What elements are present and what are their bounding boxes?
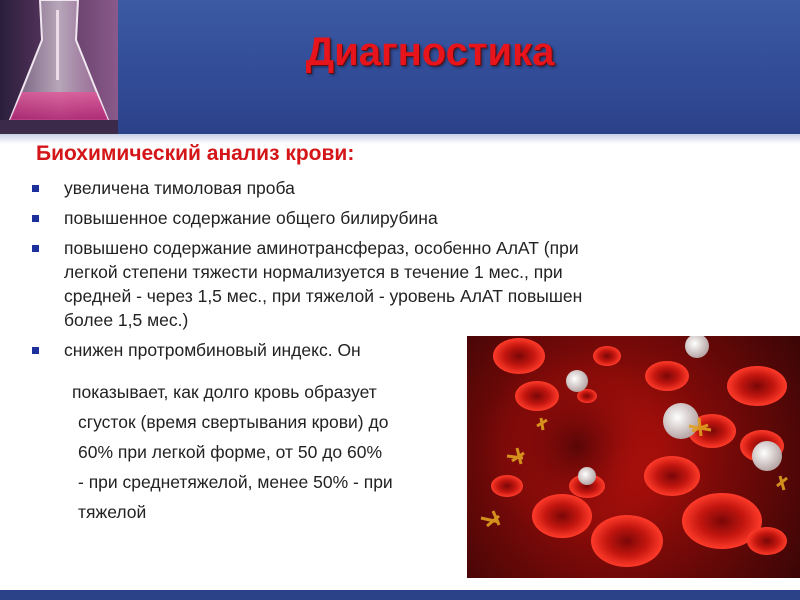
bullet-line: легкой степени тяжести нормализуется в течение 1 мес., при bbox=[64, 262, 563, 282]
list-item bbox=[32, 236, 732, 332]
continuation-line: - при среднетяжелой, менее 50% - при bbox=[78, 472, 393, 492]
list-item bbox=[32, 176, 732, 200]
blood-cells-illustration bbox=[467, 336, 800, 578]
list-item bbox=[32, 206, 732, 230]
bullet-line: снижен протромбиновый индекс. Он bbox=[64, 340, 361, 360]
square-bullet-icon bbox=[32, 245, 39, 252]
slide-title: Диагностика bbox=[305, 30, 555, 74]
bullet-line: повышено содержание аминотрансфераз, особенно АлАТ (при bbox=[64, 238, 579, 258]
header-bar bbox=[0, 0, 800, 134]
square-bullet-icon bbox=[32, 347, 39, 354]
bullet-line: более 1,5 мес.) bbox=[64, 310, 189, 330]
blood-cells-photo bbox=[467, 336, 800, 578]
continuation-line: тяжелой bbox=[78, 502, 147, 522]
slide-subtitle: Биохимический анализ крови: bbox=[36, 142, 355, 165]
continuation-line: показывает, как долго кровь образует bbox=[72, 382, 377, 402]
continuation-line: 60% при легкой форме, от 50 до 60% bbox=[78, 442, 383, 462]
bullet-line: средней - через 1,5 мес., при тяжелой - уровень АлАТ повышен bbox=[64, 286, 583, 306]
square-bullet-icon bbox=[32, 215, 39, 222]
footer-bar bbox=[0, 590, 800, 600]
square-bullet-icon bbox=[32, 185, 39, 192]
continuation-line: сгусток (время свертывания крови) до bbox=[78, 412, 389, 432]
bullet-line: увеличена тимоловая проба bbox=[64, 178, 295, 198]
bullet-line: повышенное содержание общего билирубина bbox=[64, 208, 438, 228]
